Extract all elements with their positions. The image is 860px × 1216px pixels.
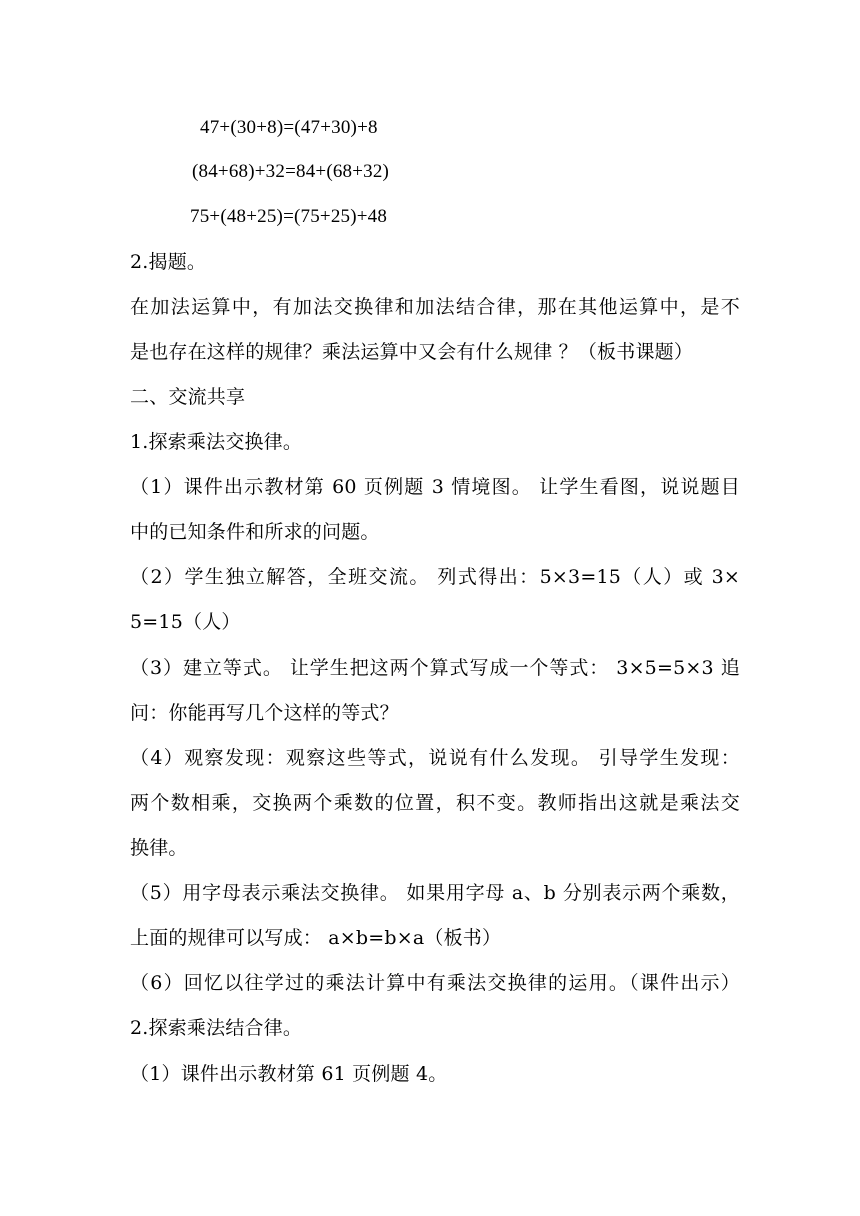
section-heading-exchange: 二、交流共享 <box>130 386 246 408</box>
section-heading-reveal-topic: 2.揭题。 <box>130 251 207 273</box>
paragraph-line: 换律。 <box>130 837 188 859</box>
paragraph-line: 是也存在这样的规律？乘法运算中又会有什么规律 ？（板书课题） <box>130 341 694 363</box>
paragraph-line: 中的已知条件和所求的问题。 <box>130 521 380 543</box>
paragraph-line: （3）建立等式。 让学生把这两个算式写成一个等式： 3×5=5×3 追 <box>130 657 740 679</box>
paragraph-line: （6）回忆以往学过的乘法计算中有乘法交换律的运用。（课件出示） <box>130 972 740 994</box>
equation-1: 47+(30+8)=(47+30)+8 <box>200 117 378 138</box>
equation-2: (84+68)+32=84+(68+32) <box>192 161 390 182</box>
equation-3: 75+(48+25)=(75+25)+48 <box>190 206 388 227</box>
paragraph-line: 两个数相乘，交换两个乘数的位置，积不变。教师指出这就是乘法交 <box>130 792 740 814</box>
paragraph-line: （2）学生独立解答，全班交流。 列式得出：5×3=15（人）或 3× <box>130 566 740 588</box>
paragraph-line: （1）课件出示教材第 60 页例题 3 情境图。 让学生看图，说说题目 <box>130 476 740 498</box>
paragraph-line: （1）课件出示教材第 61 页例题 4。 <box>130 1063 448 1085</box>
paragraph-line: 上面的规律可以写成： a×b=b×a（板书） <box>130 927 502 949</box>
section-heading-associative: 2.探索乘法结合律。 <box>130 1017 303 1039</box>
section-heading-commutative: 1.探索乘法交换律。 <box>130 431 303 453</box>
paragraph-line: 问：你能再写几个这样的等式？ <box>130 702 399 724</box>
paragraph-line: （4）观察发现：观察这些等式，说说有什么发现。 引导学生发现： <box>130 747 740 769</box>
paragraph-line: 5=15（人） <box>130 611 241 633</box>
paragraph-line: （5）用字母表示乘法交换律。 如果用字母 a、b 分别表示两个乘数， <box>130 882 740 904</box>
paragraph-line: 在加法运算中，有加法交换律和加法结合律，那在其他运算中，是不 <box>130 296 740 318</box>
